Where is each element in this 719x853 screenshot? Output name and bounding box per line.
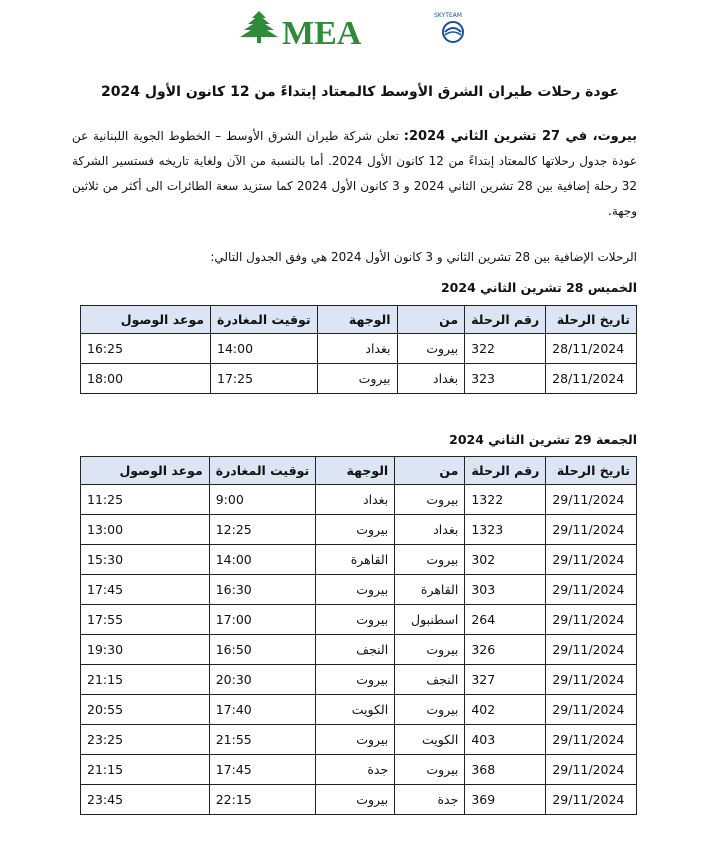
origin-cell: جدة [395, 785, 465, 815]
arrival-time-cell: 13:00 [81, 515, 210, 545]
col-date: تاريخ الرحلة [546, 306, 637, 334]
destination-cell: بيروت [316, 605, 395, 635]
col-arrival: موعد الوصول [81, 457, 210, 485]
origin-cell: اسطنبول [395, 605, 465, 635]
date-cell: 28/11/2024 [546, 364, 637, 394]
destination-cell: بيروت [316, 725, 395, 755]
origin-cell: بيروت [395, 695, 465, 725]
table-row [81, 635, 637, 665]
table-row [81, 695, 637, 725]
col-to: الوجهة [317, 306, 397, 334]
col-arrival: موعد الوصول [81, 306, 211, 334]
destination-cell: النجف [316, 635, 395, 665]
col-departure: توقيت المغادرة [211, 306, 318, 334]
flight-number-cell: 327 [465, 665, 546, 695]
cedar-icon [240, 11, 278, 43]
destination-cell: جدة [316, 755, 395, 785]
departure-time-cell: 14:00 [209, 545, 316, 575]
alliance-label: SKYTEAM [434, 12, 462, 19]
table-header-row [81, 306, 637, 334]
brand-wordmark: MEA [282, 15, 362, 48]
table-row [81, 755, 637, 785]
flight-number-cell: 1322 [465, 485, 546, 515]
destination-cell: بيروت [316, 575, 395, 605]
date-cell: 29/11/2024 [546, 755, 637, 785]
table-row [81, 725, 637, 755]
col-from: من [397, 306, 465, 334]
date-cell: 29/11/2024 [546, 725, 637, 755]
arrival-time-cell: 20:55 [81, 695, 210, 725]
table-row [81, 515, 637, 545]
date-cell: 29/11/2024 [546, 635, 637, 665]
date-cell: 29/11/2024 [546, 785, 637, 815]
departure-time-cell: 16:30 [209, 575, 316, 605]
departure-time-cell: 12:25 [209, 515, 316, 545]
departure-time-cell: 17:45 [209, 755, 316, 785]
table-row [81, 545, 637, 575]
origin-cell: بغداد [397, 364, 465, 394]
destination-cell: بغداد [316, 485, 395, 515]
mea-logo [236, 8, 476, 48]
arrival-time-cell: 21:15 [81, 755, 210, 785]
flight-number-cell: 264 [465, 605, 546, 635]
origin-cell: بيروت [395, 485, 465, 515]
origin-cell: بغداد [395, 515, 465, 545]
flight-number-cell: 368 [465, 755, 546, 785]
departure-time-cell: 17:25 [211, 364, 318, 394]
destination-cell: القاهرة [316, 545, 395, 575]
origin-cell: بيروت [395, 755, 465, 785]
mea-logo-graphic [236, 8, 476, 48]
departure-time-cell: 22:15 [209, 785, 316, 815]
destination-cell: بيروت [317, 364, 397, 394]
departure-time-cell: 20:30 [209, 665, 316, 695]
flight-number-cell: 323 [465, 364, 546, 394]
table-row [81, 485, 637, 515]
table-row [81, 334, 637, 364]
arrival-time-cell: 16:25 [81, 334, 211, 364]
date-cell: 29/11/2024 [546, 485, 637, 515]
dateline: بيروت، في 27 تشرين الثاني 2024: [403, 129, 638, 144]
destination-cell: بيروت [316, 785, 395, 815]
departure-time-cell: 21:55 [209, 725, 316, 755]
arrival-time-cell: 19:30 [81, 635, 210, 665]
date-cell: 29/11/2024 [546, 545, 637, 575]
arrival-time-cell: 15:30 [81, 545, 210, 575]
schedule-table-friday [80, 456, 637, 815]
origin-cell: بيروت [395, 545, 465, 575]
section-heading-friday: الجمعة 29 تشرين الثاني 2024 [449, 432, 637, 447]
arrival-time-cell: 17:55 [81, 605, 210, 635]
date-cell: 29/11/2024 [546, 515, 637, 545]
origin-cell: بيروت [395, 635, 465, 665]
destination-cell: الكويت [316, 695, 395, 725]
flight-number-cell: 322 [465, 334, 546, 364]
page-title: عودة رحلات طيران الشرق الأوسط كالمعتاد إبتداءً من 12 كانون الأول 2024 [101, 84, 619, 100]
date-cell: 28/11/2024 [546, 334, 637, 364]
col-departure: توقيت المغادرة [209, 457, 316, 485]
date-cell: 29/11/2024 [546, 575, 637, 605]
table-row [81, 364, 637, 394]
arrival-time-cell: 21:15 [81, 665, 210, 695]
table-row [81, 605, 637, 635]
announcement-paragraph [72, 124, 637, 224]
flight-number-cell: 302 [465, 545, 546, 575]
destination-cell: بيروت [316, 665, 395, 695]
col-date: تاريخ الرحلة [546, 457, 637, 485]
departure-time-cell: 17:00 [209, 605, 316, 635]
col-from: من [395, 457, 465, 485]
arrival-time-cell: 17:45 [81, 575, 210, 605]
table-row [81, 575, 637, 605]
date-cell: 29/11/2024 [546, 695, 637, 725]
origin-cell: بيروت [397, 334, 465, 364]
table-row [81, 785, 637, 815]
origin-cell: القاهرة [395, 575, 465, 605]
section-heading-thursday: الخميس 28 تشرين الثاني 2024 [440, 280, 637, 295]
departure-time-cell: 9:00 [209, 485, 316, 515]
arrival-time-cell: 11:25 [81, 485, 210, 515]
destination-cell: بغداد [317, 334, 397, 364]
skyteam-icon [434, 12, 463, 42]
departure-time-cell: 16:50 [209, 635, 316, 665]
origin-cell: الكويت [395, 725, 465, 755]
flight-number-cell: 369 [465, 785, 546, 815]
flight-number-cell: 402 [465, 695, 546, 725]
col-flight: رقم الرحلة [465, 457, 546, 485]
departure-time-cell: 14:00 [211, 334, 318, 364]
arrival-time-cell: 18:00 [81, 364, 211, 394]
schedule-intro: الرحلات الإضافية بين 28 تشرين الثاني و 3 كانون الأول 2024 هي وفق الجدول التالي: [210, 250, 637, 264]
flight-number-cell: 403 [465, 725, 546, 755]
flight-number-cell: 326 [465, 635, 546, 665]
date-cell: 29/11/2024 [546, 665, 637, 695]
destination-cell: بيروت [316, 515, 395, 545]
col-to: الوجهة [316, 457, 395, 485]
col-flight: رقم الرحلة [465, 306, 546, 334]
flight-number-cell: 1323 [465, 515, 546, 545]
schedule-table-thursday [80, 305, 637, 394]
departure-time-cell: 17:40 [209, 695, 316, 725]
arrival-time-cell: 23:25 [81, 725, 210, 755]
table-row [81, 665, 637, 695]
announcement-body: تعلن شركة طيران الشرق الأوسط – الخطوط الجوية اللبنانية عن عودة جدول رحلاتها كالمعتاد إبتداءً من 12 كانون الأول 2024. أما بالنسبة من الآن ولغاية تاريخه فستسير الشركة 32 رحلة إضافية بين 28 تشرين الثاني 2024 و 3 كانون الأول 2024 كما ستزيد سعة الطائرات الى أكثر من ثلاثين وجهة. [72, 129, 637, 218]
date-cell: 29/11/2024 [546, 605, 637, 635]
flight-number-cell: 303 [465, 575, 546, 605]
table-header-row [81, 457, 637, 485]
arrival-time-cell: 23:45 [81, 785, 210, 815]
origin-cell: النجف [395, 665, 465, 695]
